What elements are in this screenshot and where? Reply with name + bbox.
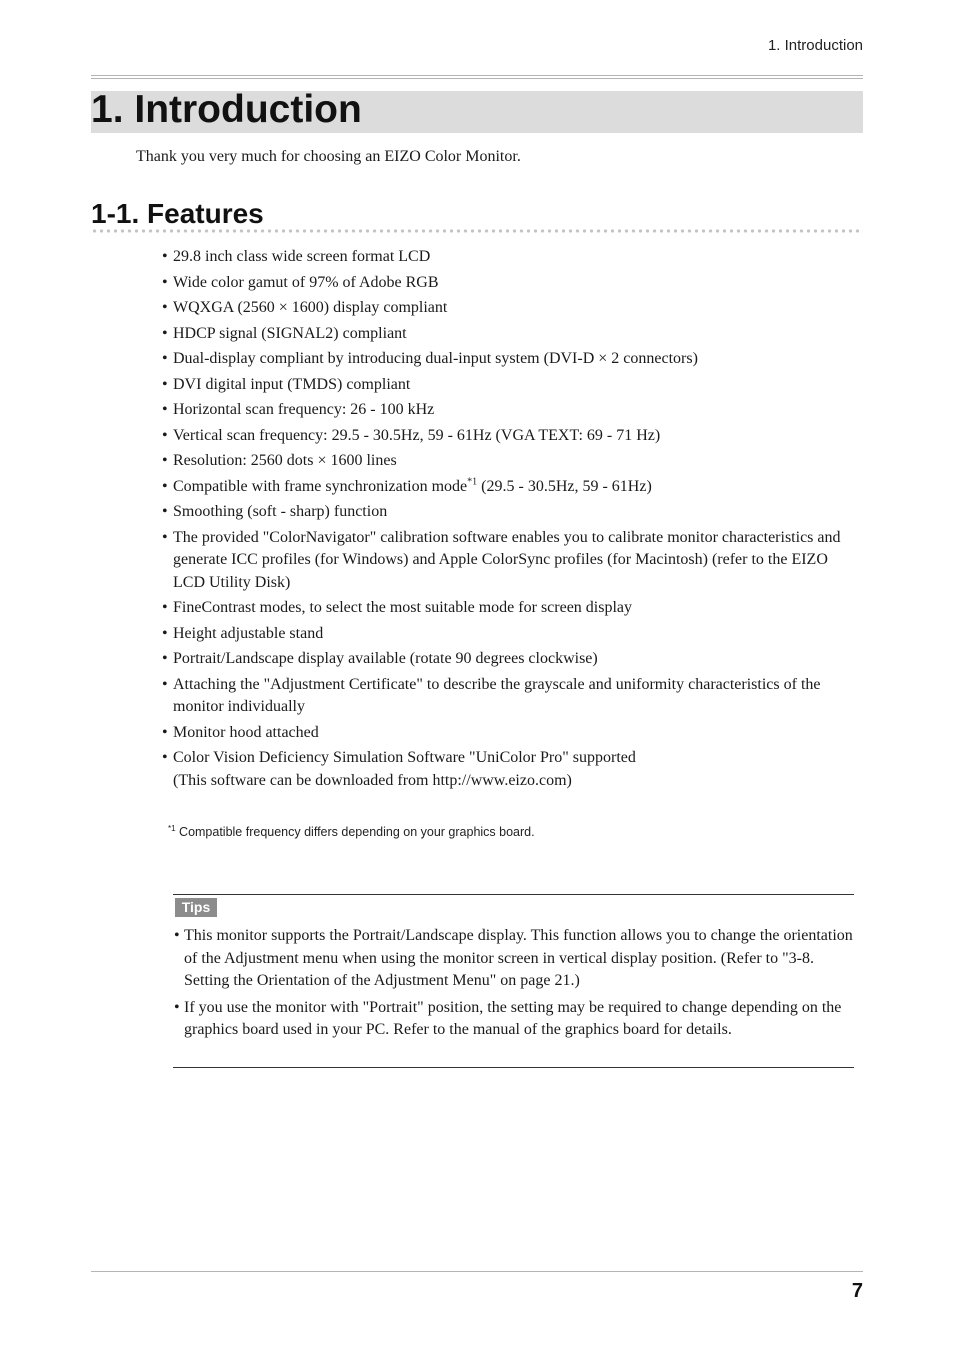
features-list — [162, 246, 862, 795]
feature-text-continued: (29.5 - 30.5Hz, 59 - 61Hz) — [477, 477, 652, 495]
feature-item — [162, 476, 862, 499]
bullet-icon: • — [162, 675, 168, 693]
feature-text: FineContrast modes, to select the most suitable mode for screen display — [173, 599, 633, 616]
running-header: 1. Introduction — [767, 37, 863, 54]
bullet-icon: • — [162, 426, 168, 444]
header-rule-top — [91, 75, 863, 76]
feature-text: Dual-display compliant by introducing dual-input system (DVI-D × 2 connectors) — [173, 350, 698, 367]
bullet-icon: • — [162, 248, 168, 265]
feature-item — [162, 272, 862, 295]
page-number: 7 — [851, 1280, 863, 1302]
bullet-icon: • — [174, 927, 180, 944]
feature-item — [162, 399, 862, 422]
bullet-icon: • — [162, 299, 168, 316]
header-rule-bottom — [91, 78, 863, 79]
footnote-text: Compatible frequency differs depending on your graphics board. — [175, 825, 535, 840]
footnote — [168, 824, 535, 839]
feature-text: 29.8 inch class wide screen format LCD — [173, 248, 431, 265]
feature-item — [162, 425, 862, 448]
feature-item — [162, 374, 862, 397]
intro-paragraph: Thank you very much for choosing an EIZO Color Monitor. — [136, 148, 521, 165]
feature-text: The provided "ColorNavigator" calibration software enables you to calibrate monitor characteristics and generate ICC profiles (for Windows) and Apple ColorSync profiles (for Macintosh) (refer to the EIZO LCD Utility Disk) — [173, 528, 841, 591]
bullet-icon: • — [162, 624, 168, 642]
feature-item — [162, 501, 862, 524]
tip-item — [174, 925, 854, 993]
feature-item — [162, 450, 862, 473]
feature-text: Resolution: 2560 dots × 1600 lines — [173, 452, 397, 469]
feature-text: DVI digital input (TMDS) compliant — [173, 375, 411, 393]
footnote-marker: *1 — [168, 824, 176, 833]
footnote-reference: *1 — [467, 476, 478, 488]
footer-rule — [91, 1271, 863, 1272]
feature-text: (This software can be downloaded from http://www.eizo.com) — [173, 771, 572, 789]
feature-item — [162, 348, 862, 371]
bullet-icon: • — [162, 375, 168, 393]
feature-text: Portrait/Landscape display available (rotate 90 degrees clockwise) — [173, 650, 598, 667]
bullet-icon: • — [162, 599, 168, 616]
bullet-icon: • — [162, 273, 168, 291]
feature-item — [162, 623, 862, 646]
feature-item — [162, 597, 862, 620]
feature-text: WQXGA (2560 × 1600) display compliant — [173, 299, 448, 316]
feature-item — [162, 674, 862, 719]
feature-text: Attaching the "Adjustment Certificate" to describe the grayscale and uniformity characteristics of the monitor individually — [173, 675, 821, 715]
feature-text: Smoothing (soft - sharp) function — [173, 503, 388, 520]
bullet-icon: • — [162, 749, 168, 766]
tips-bottom-rule — [173, 1067, 854, 1068]
feature-text: Height adjustable stand — [173, 624, 324, 642]
tip-text: This monitor supports the Portrait/Landscape display. This function allows you to change the orientation of the Adjustment menu when using the monitor screen in vertical display position. (Refer to "3-8. Setting the Orientation of the Adjustment Menu" on page 21.) — [184, 927, 853, 989]
tips-top-rule — [173, 894, 854, 895]
feature-item — [162, 648, 862, 671]
bullet-icon: • — [174, 998, 180, 1016]
bullet-icon: • — [162, 723, 168, 741]
feature-text: Vertical scan frequency: 29.5 - 30.5Hz, 59 - 61Hz (VGA TEXT: 69 - 71 Hz) — [173, 426, 661, 444]
bullet-icon: • — [162, 528, 168, 546]
bullet-icon: • — [162, 452, 168, 469]
bullet-icon: • — [162, 477, 168, 495]
bullet-icon: • — [162, 350, 168, 367]
tips-list — [174, 925, 854, 1046]
tips-badge: Tips — [175, 898, 217, 917]
feature-text: Compatible with frame synchronization mode — [173, 477, 468, 495]
feature-item — [162, 747, 862, 770]
tip-item — [174, 997, 854, 1042]
feature-item — [162, 770, 862, 793]
feature-item — [162, 323, 862, 346]
feature-item — [162, 527, 862, 595]
bullet-icon: • — [162, 503, 168, 520]
bullet-icon: • — [162, 401, 168, 418]
feature-text: Monitor hood attached — [173, 723, 319, 741]
feature-text: Wide color gamut of 97% of Adobe RGB — [173, 273, 439, 291]
bullet-icon: • — [162, 324, 168, 342]
feature-item — [162, 297, 862, 320]
section-title: 1-1. Features — [91, 198, 264, 229]
chapter-title: 1. Introduction — [91, 88, 362, 131]
tip-text: If you use the monitor with "Portrait" position, the setting may be required to change depending on the graphics board used in your PC. Refer to the manual of the graphics board for details. — [184, 998, 842, 1038]
feature-item — [162, 722, 862, 745]
feature-text: HDCP signal (SIGNAL2) compliant — [173, 324, 407, 342]
feature-text: Horizontal scan frequency: 26 - 100 kHz — [173, 401, 435, 418]
bullet-icon: • — [162, 650, 168, 667]
feature-text: Color Vision Deficiency Simulation Software "UniColor Pro" supported — [173, 749, 636, 766]
section-dotted-rule — [91, 229, 863, 233]
feature-item — [162, 246, 862, 269]
